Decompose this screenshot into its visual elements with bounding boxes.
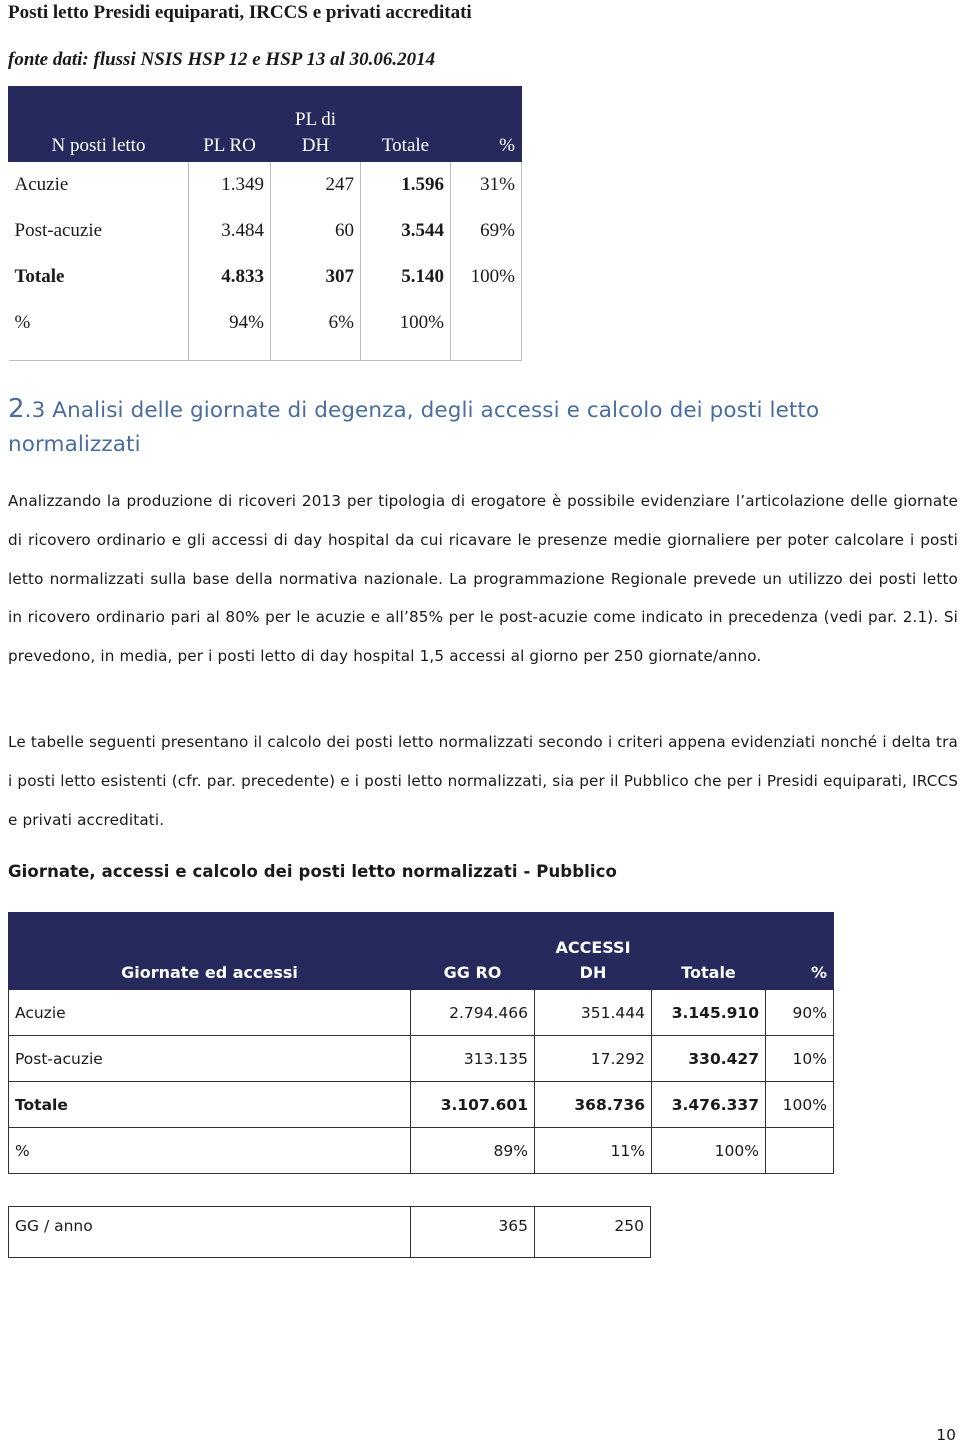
row-label: Post-acuzie bbox=[9, 1036, 411, 1082]
cell-pl-dh: 6% bbox=[271, 300, 361, 361]
header-totale: Totale bbox=[652, 913, 766, 990]
section-number: 2 bbox=[8, 394, 25, 424]
cell-accessi-dh: 351.444 bbox=[535, 990, 652, 1036]
header-pl-dh bbox=[271, 87, 361, 162]
cell-pl-dh: 247 bbox=[271, 162, 361, 209]
row-label: % bbox=[9, 300, 189, 361]
header-percent: % bbox=[766, 913, 834, 990]
table-row bbox=[9, 208, 522, 254]
section-heading bbox=[8, 392, 938, 462]
row-label: Totale bbox=[9, 1082, 411, 1128]
cell-pl-ro: 3.484 bbox=[189, 208, 271, 254]
section-heading-text: .3 Analisi delle giornate di degenza, degli accessi e calcolo dei posti letto normalizzati bbox=[8, 398, 820, 457]
header-n-posti-letto: N posti letto bbox=[9, 87, 189, 162]
cell-pl-ro: 94% bbox=[189, 300, 271, 361]
days-per-year-table bbox=[8, 1206, 651, 1258]
paragraph: Le tabelle seguenti presentano il calcolo dei posti letto normalizzati secondo i criteri appena evidenziati nonché i delta tra i posti letto esistenti (cfr. par. precedente) e i posti letto normalizzati, sia per il Pubblico che per i Presidi equiparati, IRCCS e privati accreditati. bbox=[8, 733, 958, 829]
table-title: Giornate, accessi e calcolo dei posti letto normalizzati - Pubblico bbox=[8, 862, 617, 881]
cell-accessi-dh: 368.736 bbox=[535, 1082, 652, 1128]
header-giornate-accessi: Giornate ed accessi bbox=[9, 913, 411, 990]
row-label: GG / anno bbox=[9, 1207, 411, 1258]
beds-table bbox=[8, 86, 522, 361]
cell-pl-ro: 4.833 bbox=[189, 254, 271, 300]
cell-accessi-dh: 17.292 bbox=[535, 1036, 652, 1082]
cell-totale: 100% bbox=[652, 1128, 766, 1174]
row-label: Acuzie bbox=[9, 990, 411, 1036]
row-label: Post-acuzie bbox=[14, 220, 103, 241]
cell-percent: 100% bbox=[766, 1082, 834, 1128]
cell-gg-ro: 89% bbox=[411, 1128, 535, 1174]
cell-percent: 10% bbox=[766, 1036, 834, 1082]
cell-totale: 330.427 bbox=[652, 1036, 766, 1082]
cell-percent bbox=[451, 300, 522, 361]
days-table-header bbox=[9, 913, 834, 990]
cell-percent: 31% bbox=[451, 162, 522, 209]
cell-totale: 3.476.337 bbox=[652, 1082, 766, 1128]
table-row bbox=[9, 300, 522, 361]
header-gg-ro: GG RO bbox=[411, 913, 535, 990]
cell-percent: 100% bbox=[451, 254, 522, 300]
cell-totale: 1.596 bbox=[361, 162, 451, 209]
header-percent: % bbox=[451, 87, 522, 162]
cell-accessi-dh: 11% bbox=[535, 1128, 652, 1174]
row-label: Totale bbox=[14, 266, 65, 287]
table-row bbox=[9, 1036, 834, 1082]
table-row bbox=[9, 1082, 834, 1128]
row-label: Acuzie bbox=[14, 174, 69, 195]
table-row bbox=[9, 1207, 651, 1258]
table-row bbox=[9, 162, 522, 209]
header-accessi-dh-line2: DH bbox=[579, 963, 607, 982]
beds-table-header bbox=[9, 87, 522, 162]
cell-percent bbox=[766, 1128, 834, 1174]
cell-percent: 69% bbox=[451, 208, 522, 254]
cell-totale: 3.544 bbox=[361, 208, 451, 254]
cell-accessi-dh: 250 bbox=[535, 1207, 651, 1258]
cell-pl-ro: 1.349 bbox=[189, 162, 271, 209]
document-title: Posti letto Presidi equiparati, IRCCS e privati accreditati bbox=[8, 2, 472, 23]
header-totale: Totale bbox=[361, 87, 451, 162]
header-pl-dh-line2: DH bbox=[301, 135, 330, 156]
cell-totale: 100% bbox=[361, 300, 451, 361]
header-pl-ro: PL RO bbox=[189, 87, 271, 162]
cell-gg-ro: 365 bbox=[411, 1207, 535, 1258]
cell-gg-ro: 313.135 bbox=[411, 1036, 535, 1082]
header-accessi-dh-line1: ACCESSI bbox=[555, 938, 631, 957]
row-label: % bbox=[9, 1128, 411, 1174]
paragraph: Analizzando la produzione di ricoveri 2013 per tipologia di erogatore è possibile evidenziare l’articolazione delle giornate di ricovero ordinario e gli accessi di day hospital da cui ricavare le presenze medie giornaliere per poter calcolare i posti letto normalizzati sulla base della normativa nazionale. La programmazione Regionale prevede un utilizzo dei posti letto in ricovero ordinario pari al 80% per le acuzie e all’85% per le post-acuzie come indicato in precedenza (vedi par. 2.1). Si prevedono, in media, per i posti letto di day hospital 1,5 accessi al giorno per 250 giornate/anno. bbox=[8, 492, 958, 666]
header-pl-dh-line1: PL di bbox=[295, 109, 336, 130]
header-accessi-dh bbox=[535, 913, 652, 990]
cell-percent: 90% bbox=[766, 990, 834, 1036]
cell-pl-dh: 307 bbox=[271, 254, 361, 300]
cell-totale: 3.145.910 bbox=[652, 990, 766, 1036]
cell-pl-dh: 60 bbox=[271, 208, 361, 254]
table-row bbox=[9, 254, 522, 300]
cell-gg-ro: 3.107.601 bbox=[411, 1082, 535, 1128]
table-row bbox=[9, 1128, 834, 1174]
cell-gg-ro: 2.794.466 bbox=[411, 990, 535, 1036]
data-source-note: fonte dati: flussi NSIS HSP 12 e HSP 13 al 30.06.2014 bbox=[8, 49, 436, 70]
cell-totale: 5.140 bbox=[361, 254, 451, 300]
page-number: 10 bbox=[936, 1426, 956, 1444]
table-row bbox=[9, 990, 834, 1036]
days-accesses-table bbox=[8, 912, 834, 1174]
